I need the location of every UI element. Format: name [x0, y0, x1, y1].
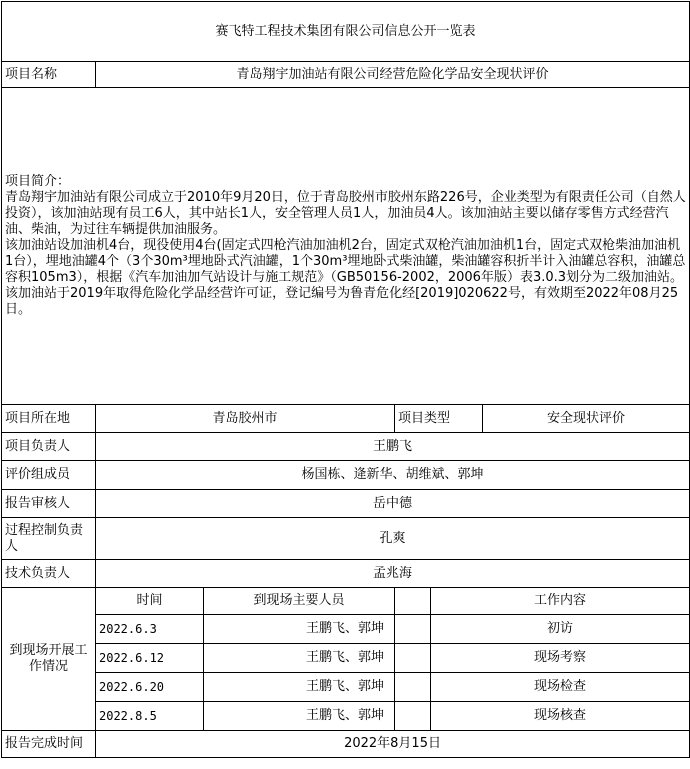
- site-work-time: 2022.6.3: [96, 615, 204, 643]
- site-work-time-header-cell: [96, 588, 395, 615]
- site-work-content-header-cell: [395, 588, 690, 615]
- report-reviewer-label: 报告审核人: [2, 490, 96, 518]
- site-work-time: 2022.6.12: [96, 644, 204, 672]
- table-row: [2, 673, 690, 702]
- project-intro-paragraph: 该加油站设加油机4台，现役使用4台(固定式四枪汽油加油机2台，固定式双枪汽油加油机1台，固定式双枪柴油加油机1台），埋地油罐4个（3个30m³埋地卧式汽油罐，1个30m³埋地卧式柴油罐，柴油罐容积折半计入油罐总容积，油罐总容积105m3），根据《汽车加油加气站设计与施工规范》（GB50156-2002，2006年版）表3.0.3划分为二级加油站。: [5, 238, 686, 285]
- completion-value: 2022年8月15日: [96, 731, 690, 758]
- page-title: 赛飞特工程技术集团有限公司信息公开一览表: [2, 2, 690, 62]
- site-work-content: 现场检查: [534, 679, 587, 694]
- site-work-time: 2022.6.20: [96, 673, 204, 701]
- report-reviewer-value: 岳中德: [96, 490, 690, 518]
- site-work-content: 初访: [547, 621, 574, 636]
- completion-label: 报告完成时间: [2, 731, 96, 758]
- location-value: 青岛胶州市: [96, 405, 395, 433]
- site-work-row-cell: [395, 644, 690, 673]
- table-row: [2, 644, 690, 673]
- project-leader-value: 王鹏飞: [96, 433, 690, 461]
- site-work-content: 现场考察: [534, 650, 587, 665]
- site-work-time-header: 时间: [96, 588, 204, 614]
- project-type-value: 安全现状评价: [483, 405, 690, 433]
- team-members-label: 评价组成员: [2, 461, 96, 490]
- technical-leader-label: 技术负责人: [2, 560, 96, 588]
- site-work-people: 王鹏飞、郭坤: [305, 650, 384, 665]
- process-control-label: 过程控制负责人: [2, 518, 96, 560]
- site-work-row-cell: [395, 702, 690, 731]
- site-work-row-cell: [96, 644, 395, 673]
- table-row: [2, 702, 690, 731]
- process-control-value: 孔爽: [96, 518, 690, 560]
- project-intro-label: 项目简介：: [5, 174, 71, 189]
- site-work-row-cell: [395, 673, 690, 702]
- site-work-people: 王鹏飞、郭坤: [305, 708, 384, 723]
- info-table: [1, 1, 690, 758]
- project-intro-cell: [2, 88, 690, 405]
- project-leader-label: 项目负责人: [2, 433, 96, 461]
- site-work-content: 现场核查: [534, 708, 587, 723]
- team-members-value: 杨国栋、逄新华、胡维斌、郭坤: [96, 461, 690, 490]
- project-name-value: 青岛翔宇加油站有限公司经营危险化学品安全现状评价: [96, 62, 690, 88]
- project-type-label: 项目类型: [395, 405, 483, 433]
- technical-leader-value: 孟兆海: [96, 560, 690, 588]
- column-divider: [395, 615, 431, 643]
- column-divider: [395, 673, 431, 701]
- site-work-people-header: 到现场主要人员: [253, 593, 345, 608]
- project-intro-paragraph: 该加油站于2019年取得危险化学品经营许可证，登记编号为鲁青危化经[2019]020622号，有效期至2022年08月25日。: [5, 286, 679, 317]
- site-work-label: 到现场开展工作情况: [2, 588, 96, 731]
- site-work-row-cell: [395, 615, 690, 644]
- table-row: [2, 615, 690, 644]
- location-label: 项目所在地: [2, 405, 96, 433]
- column-divider: [395, 644, 431, 672]
- column-divider: [395, 702, 431, 730]
- site-work-content-header: 工作内容: [534, 593, 587, 608]
- project-intro-paragraph: 青岛翔宇加油站有限公司成立于2010年9月20日，位于青岛胶州市胶州东路226号，企业类型为有限责任公司（自然人投资），该加油站现有员工6人，其中站长1人，安全管理人员1人，加油员4人。该加油站主要以储存零售方式经营汽油、柴油，为过往车辆提供加油服务。: [5, 190, 686, 237]
- site-work-row-cell: [96, 702, 395, 731]
- column-divider: [395, 588, 431, 614]
- site-work-people: 王鹏飞、郭坤: [305, 679, 384, 694]
- site-work-people: 王鹏飞、郭坤: [305, 621, 384, 636]
- site-work-row-cell: [96, 615, 395, 644]
- project-name-label: 项目名称: [2, 62, 96, 88]
- site-work-row-cell: [96, 673, 395, 702]
- site-work-time: 2022.8.5: [96, 702, 204, 730]
